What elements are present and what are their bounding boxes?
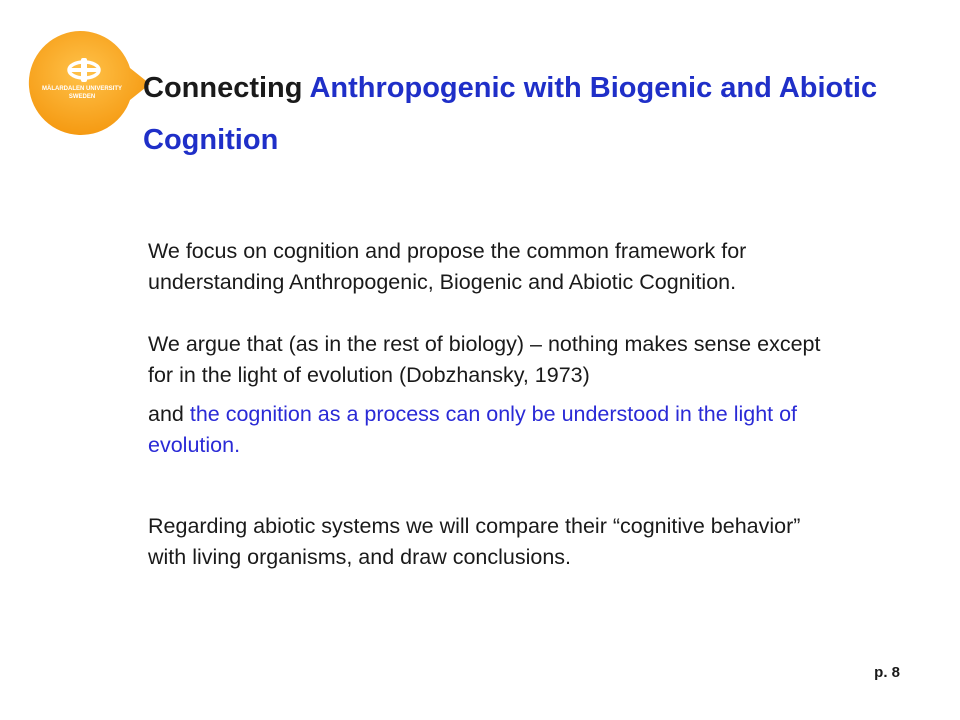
title-accent: Anthropogenic with Biogenic and Abiotic Cognition <box>143 72 878 156</box>
university-logo <box>22 28 152 138</box>
paragraph3-prefix: and <box>148 402 190 426</box>
paragraph3-highlight: the cognition as a process can only be understood in the light of evolution. <box>148 402 798 457</box>
paragraph-abiotic: Regarding abiotic systems we will compare their “cognitive behavior” with living organisms, and draw conclusions. <box>148 514 801 569</box>
title-prefix: Connecting <box>143 72 310 104</box>
paragraph-framework: We focus on cognition and propose the common framework for understanding Anthropogenic, Biogenic and Abiotic Cognition. <box>148 239 747 294</box>
paragraph-evolution: We argue that (as in the rest of biology) – nothing makes sense except for in the light of evolution (Dobzhansky, 1973) <box>148 332 821 387</box>
paragraph-cognition-process <box>148 399 828 461</box>
slide-body <box>148 236 828 573</box>
logo-text-line1: MÄLARDALEN UNIVERSITY <box>41 86 123 92</box>
logo-text-line2: SWEDEN <box>68 94 96 100</box>
slide-title <box>143 62 903 166</box>
page-number: p. 8 <box>874 664 900 681</box>
